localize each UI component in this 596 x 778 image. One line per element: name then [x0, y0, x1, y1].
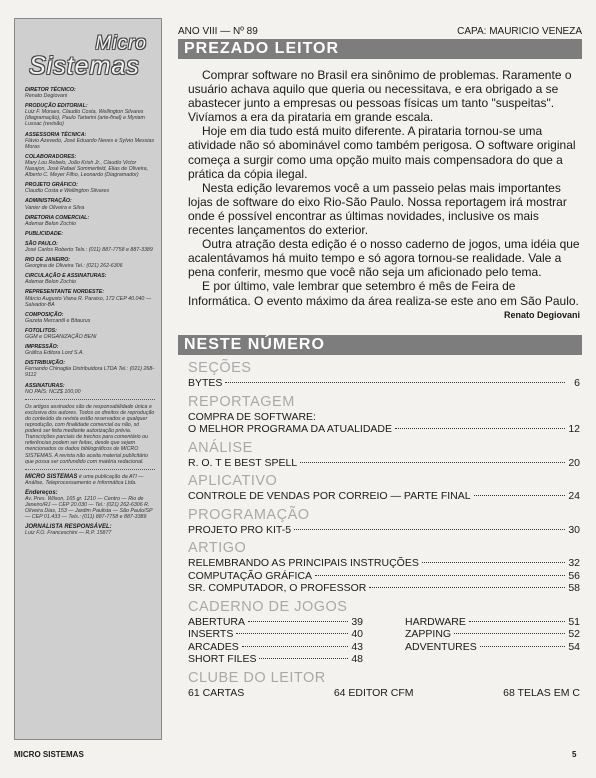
toc-entry[interactable]	[188, 490, 580, 503]
credit-heading: IMPRESSÃO:	[25, 344, 59, 351]
leader-dots	[480, 646, 565, 647]
toc-entry-page: 30	[568, 523, 580, 536]
credits-sidebar	[14, 18, 162, 740]
toc-entry-title: SHORT FILES	[188, 653, 257, 665]
toc-section-heading: CLUBE DO LEITOR	[188, 669, 326, 686]
toc-entry-page: 40	[351, 628, 363, 640]
credit-block	[25, 241, 155, 253]
credit-heading: DIRETOR TÉCNICO:	[25, 87, 76, 93]
credit-text: Ademar Belon Zochio	[25, 220, 76, 227]
toc-entry-page: 54	[568, 640, 580, 653]
issue-number: ANO VIII — Nº 89	[178, 26, 258, 37]
credit-block	[25, 312, 155, 324]
toc-section-heading: APLICATIVO	[188, 473, 278, 489]
table-of-contents	[188, 360, 580, 700]
credit-block	[25, 198, 155, 210]
credit-heading: DIRETORIA COMERCIAL:	[25, 214, 90, 221]
toc-entry-subtitle: COMPRA DE SOFTWARE:	[188, 410, 316, 423]
toc-section-heading: ARTIGO	[188, 540, 247, 556]
toc-section-heading: CADERNO DE JOGOS	[188, 598, 348, 615]
credit-heading: SÃO PAULO:	[25, 240, 58, 247]
toc-entry-title: PROJETO PRO KIT-5	[188, 523, 292, 536]
toc-entry-title: CONTROLE DE VENDAS POR CORREIO — PARTE FINAL	[188, 490, 471, 502]
credit-heading: FOTOLITOS:	[25, 327, 57, 334]
toc-entry[interactable]	[188, 616, 363, 629]
credit-heading: ASSINATURAS:	[25, 382, 65, 389]
credit-text: Mary Lou Rebelo, João Krish Jr., Claudio Victor Nasajon, José Rafael Sommerfeld, Elias de Oliveira, Alberto C. Meyer Filho, Leonardo (Diagramador)	[25, 159, 149, 179]
credit-text: Renato Degiovani	[25, 93, 68, 100]
credit-text: Fernando Chinaglia Distribuidora LTDA Tel.: (021) 268-9112	[25, 366, 155, 379]
toc-entry-page: 48	[351, 653, 363, 665]
credit-heading: COMPOSIÇÃO:	[25, 311, 64, 318]
toc-entry-page: 20	[568, 456, 580, 469]
toc-entry-page: 39	[351, 615, 363, 628]
addresses-credit: Endereços: Av. Pres. Wilson, 165 gr. 1210 — Centro — Rio de Janeiro/RJ — CEP 20.030 — Tel.: (021) 262-6306 R. Oliveira Dias, 153 — Jardim Paulista — São Paulo/SP — CEP 01.433 — Tels.: (011) 887-7758 e 887-3389	[25, 489, 153, 521]
credit-heading: RIO DE JANEIRO:	[25, 257, 71, 264]
journalist-credit: JORNALISTA RESPONSÁVEL: Luiz F.O. Franceschini — R.P. 15877	[25, 524, 112, 537]
toc-section	[188, 360, 580, 390]
page-number: 5	[572, 750, 577, 759]
leader-dots	[294, 529, 565, 530]
credit-block	[25, 231, 155, 237]
credit-block	[25, 103, 155, 127]
credit-block	[25, 154, 155, 178]
toc-section-heading: SEÇÕES	[188, 360, 252, 376]
credit-heading: ADMINISTRAÇÃO:	[25, 198, 72, 205]
editorial-signature: Renato Degiovani	[503, 310, 580, 320]
credit-text: NO PAÍS: NCZ$ 100,00	[25, 388, 81, 395]
toc-entry[interactable]	[405, 616, 580, 629]
credit-block	[25, 328, 155, 340]
credit-heading: REPRESENTANTE NORDESTE:	[25, 289, 105, 296]
toc-entry-page: 58	[568, 582, 580, 594]
credit-text: José Carlos Roberto Tels.: (011) 887-7758 e 887-3389	[25, 246, 153, 253]
credit-text: GGM e ORGANIZAÇÃO BENI	[25, 334, 97, 340]
credit-heading: ASSESSORIA TÉCNICA:	[25, 131, 87, 138]
leader-dots	[474, 495, 565, 496]
toc-entry[interactable]	[405, 641, 580, 654]
leader-dots	[422, 562, 565, 563]
games-grid	[188, 616, 580, 666]
toc-entry[interactable]	[188, 423, 580, 436]
toc-entry[interactable]: 68 TELAS EM C	[503, 686, 580, 699]
toc-section-heading: PROGRAMAÇÃO	[188, 506, 310, 523]
toc-entry[interactable]	[188, 557, 580, 570]
credit-heading: CIRCULAÇÃO E ASSINATURAS:	[25, 273, 107, 280]
credit-block	[25, 132, 155, 150]
credit-text: Flávio Azevedo, José Eduardo Neves e Sylvio Messias Moras	[25, 137, 155, 150]
leader-dots	[395, 428, 565, 429]
club-items	[188, 687, 580, 700]
toc-entry-title: INSERTS	[188, 628, 234, 640]
toc-entry-title: R. O. T E BEST SPELL	[188, 456, 298, 469]
toc-entry-title: ZAPPING	[405, 628, 452, 640]
editorial-title: PREZADO LEITOR	[178, 39, 582, 59]
toc-entry[interactable]	[188, 628, 363, 641]
toc-section	[188, 540, 580, 595]
leader-dots	[242, 646, 348, 647]
credit-block	[25, 257, 155, 269]
toc-entry[interactable]: 64 EDITOR CFM	[333, 686, 414, 699]
editorial-text: Comprar software no Brasil era sinônimo de problemas. Raramente o usuário achava aquilo que queria ou necessitava, e era obrigado a se abastecer junto a empresas ou pessoas físicas um tanto "suspeitas". Vivíamos a era da pirataria em grande escala. Hoje em dia tudo está muito diferente. A pirataria tornou-se uma atividade não só abominável como também perigosa. O software original começa a surgir como uma opção muito mais compensadora do que a prática da cópia ilegal. Nesta edição levaremos você a um passeio pelas mais importantes lojas de software do eixo Rio-São Paulo. Nossa reportagem irá mostrar onde é possível encontrar as últimas novidades, inclusive os mais recentes lançamentos do exterior. Outra atração desta edição é o nosso caderno de jogos, uma idéia que acalentávamos há muito tempo e só agora tornou-se realidade. Vale a pena conferir, mesmo que você não seja um aficionado pelo tema. E por último, vale lembrar que setembro é mês de Feira de Informática. O evento máximo da área realiza-se este ano em São Paulo.	[188, 68, 580, 308]
toc-entry-title: BYTES	[188, 377, 223, 389]
leader-dots	[454, 633, 565, 634]
toc-entry-title: SR. COMPUTADOR, O PROFESSOR	[188, 582, 367, 594]
micro-sistemas-logo: Micro Sistemas	[29, 33, 147, 80]
leader-dots	[259, 658, 348, 659]
toc-entry-page: 32	[568, 557, 580, 569]
leader-dots	[469, 621, 565, 622]
toc-entry-title: RELEMBRANDO AS PRINCIPAIS INSTRUÇÕES	[188, 557, 419, 569]
toc-entry[interactable]	[188, 524, 580, 537]
toc-section-heading: REPORTAGEM	[188, 393, 295, 410]
toc-section	[188, 473, 580, 503]
credit-text: Georgina de Oliveira Tel.: (021) 262-6306	[25, 263, 123, 270]
toc-entry-page: 52	[568, 628, 580, 640]
credit-heading: PUBLICIDADE:	[25, 230, 63, 237]
toc-entry[interactable]	[188, 377, 580, 390]
toc-entry-title: ARCADES	[188, 640, 239, 653]
toc-section	[188, 394, 580, 436]
credit-block	[25, 215, 155, 227]
toc-entry-page: 56	[568, 569, 580, 582]
credit-block	[25, 273, 155, 285]
credit-block	[25, 360, 155, 378]
leader-dots	[315, 575, 565, 576]
credit-text: Vanier de Oliveira e Silva	[25, 204, 85, 211]
credit-heading: COLABORADORES:	[25, 153, 77, 160]
leader-dots	[248, 621, 348, 622]
credit-text: Gazeta Mercantil e Bitaurus	[25, 317, 91, 324]
rights-notice: Os artigos assinados são de responsabilidade única e exclusiva dos autores. Todos os direitos de reprodução do conteúdo da revista estão reservados e qualquer reprodução, com finalidade comercial ou não, só poderá ser feita mediante autorização prévia. Transcrições parciais de trechos para comentário ou referências podem ser feitas, desde que sejam mencionados os dados bibliográficos de MICRO SISTEMAS. A revista não aceita material publicitário que possa ser confundido com matéria redacional.	[25, 403, 155, 465]
credit-heading: DISTRIBUIÇÃO:	[25, 360, 66, 367]
credit-text: Márcio Augusto Viana R. Paraiso, 172 CEP 40.040 — Salvador-BA	[25, 295, 152, 308]
toc-entry[interactable]	[188, 653, 363, 666]
toc-entry[interactable]	[188, 582, 580, 595]
credit-heading: PROJETO GRÁFICO:	[25, 182, 78, 189]
toc-entry-title: O MELHOR PROGRAMA DA ATUALIDADE	[188, 423, 393, 435]
credit-text: Claudio Costa e Wellington Silvares	[25, 188, 110, 195]
toc-entry[interactable]	[405, 628, 580, 641]
cover-credit: CAPA: MAURICIO VENEZA	[457, 26, 582, 37]
toc-entry-page: 6	[574, 377, 580, 389]
credit-heading: PRODUÇÃO EDITORIAL:	[25, 103, 88, 110]
toc-entry[interactable]	[188, 641, 363, 654]
toc-section	[188, 507, 580, 537]
toc-entry[interactable]	[188, 570, 580, 583]
toc-section-heading: ANÁLISE	[188, 439, 253, 456]
leader-dots	[300, 462, 565, 463]
credit-block	[25, 289, 155, 307]
credit-text: Ademar Belon Zochio	[25, 279, 76, 286]
toc-title: NESTE NÚMERO	[178, 335, 582, 355]
credit-text: Luiz F. Moraes, Claudio Costa, Wellington Silvares (diagramação), Paulo Tartarini (arte-final) e Myriam Lussac (revisão)	[25, 109, 145, 128]
toc-entry[interactable]: 61 CARTAS	[188, 686, 245, 699]
toc-entry-title: HARDWARE	[405, 615, 466, 628]
toc-entry-title: ADVENTURES	[405, 640, 477, 653]
toc-entry-title: COMPUTAÇÃO GRÁFICA	[188, 569, 313, 582]
leader-dots	[225, 382, 565, 383]
toc-entry-title: ABERTURA	[188, 615, 245, 628]
credit-block	[25, 87, 155, 99]
leader-dots	[369, 587, 565, 588]
footer-magazine: MICRO SISTEMAS	[14, 750, 84, 759]
leader-dots	[236, 633, 348, 634]
toc-entry-page: 51	[568, 615, 580, 628]
toc-entry[interactable]	[188, 457, 580, 470]
credit-block	[25, 383, 155, 395]
credits-list	[25, 87, 155, 541]
credit-block	[25, 344, 155, 356]
publisher-credit: MICRO SISTEMAS é uma publicação da ATI — Análise, Teleprocessamento e Informática Ltda.	[25, 473, 144, 486]
toc-section	[188, 440, 580, 470]
toc-entry-page: 24	[568, 490, 580, 502]
toc-entry-page: 43	[351, 640, 363, 653]
credit-block	[25, 182, 155, 194]
credit-text: Gráfica Editora Lord S.A.	[25, 350, 84, 357]
toc-entry-page: 12	[568, 423, 580, 435]
